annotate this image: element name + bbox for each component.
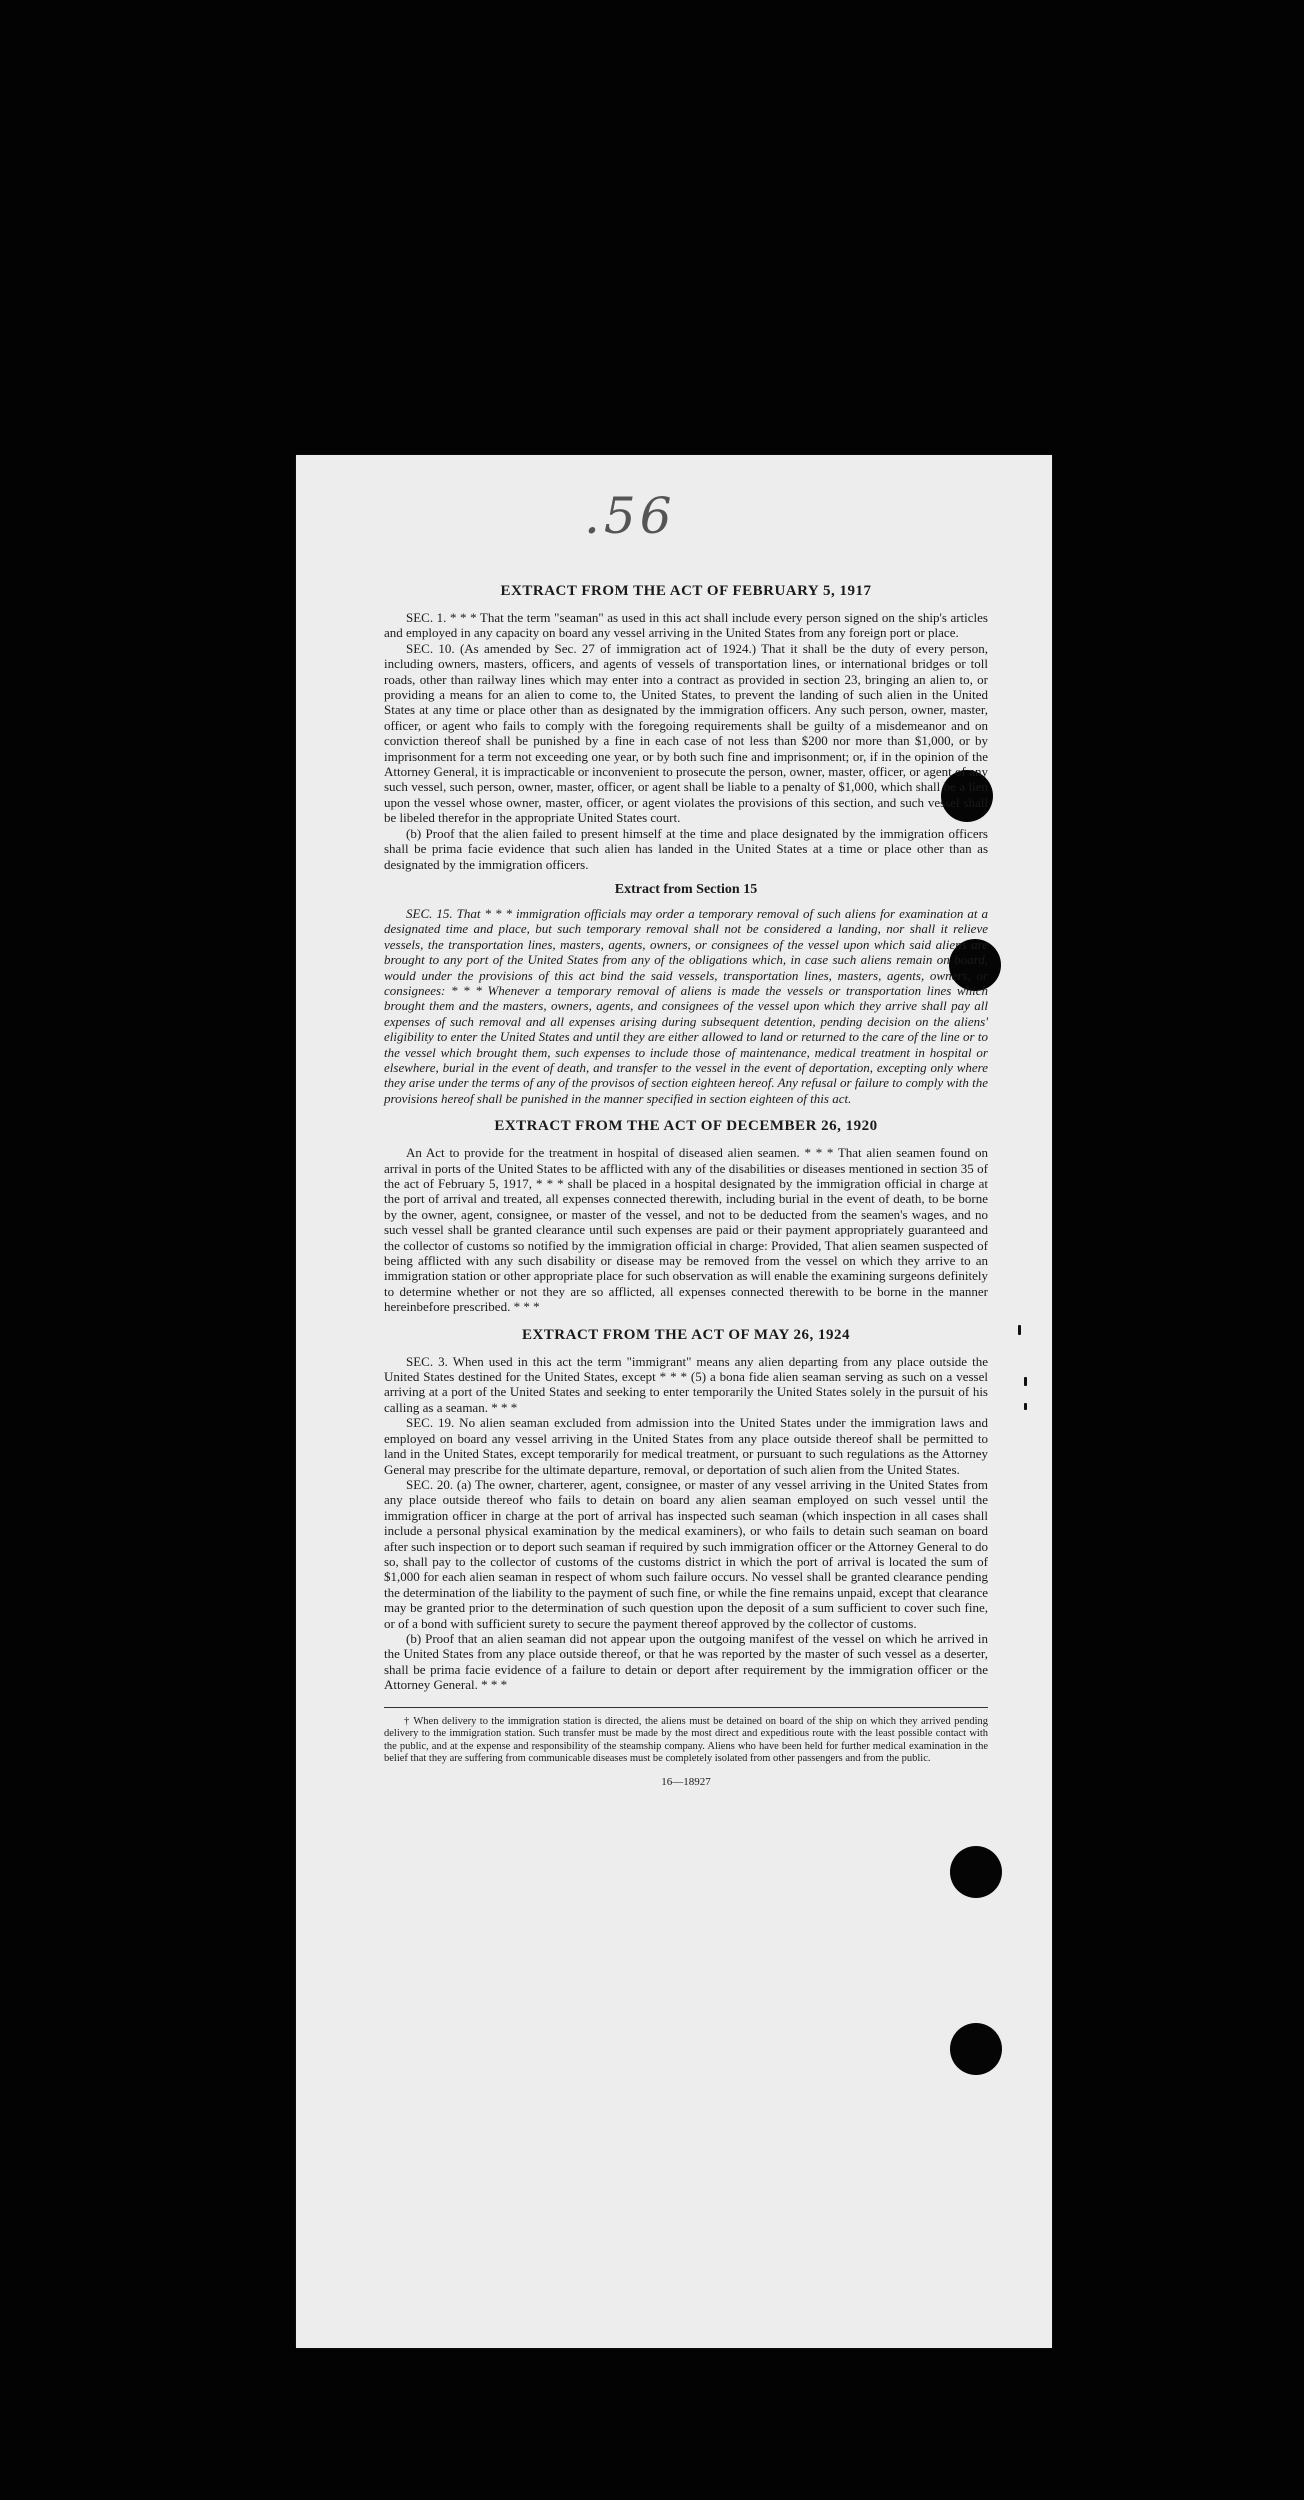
section-act-1920	[384, 1118, 988, 1314]
margin-mark	[1024, 1403, 1027, 1410]
section-title: EXTRACT FROM THE ACT OF MAY 26, 1924	[521, 1326, 851, 1343]
paragraph: An Act to provide for the treatment in hospital of diseased alien seamen. * * * That alien seamen found on arrival in ports of the United States to be afflicted with any of the disabilities or diseases mentioned in section 35 of the act of February 5, 1917, * * * shall be placed in a hospital designated by the immigration official in charge at the port of arrival and treated, all expenses connected therewith, including burial in the event of death, to be borne by the owner, agent, consignee, or master of the vessel, and not to be deducted from the seamen's wages, and no such vessel shall be granted clearance until such expenses are paid or their payment appropriately guaranteed and the collector of customs so notified by the immigration official in charge: Provided, That alien seamen suspected of being afflicted with any such disability or disease may be removed from the vessel on which they arrive to an immigration station or other appropriate place for such observation as will enable the examining surgeons definitely to determine whether or not they are so afflicted, all expenses connected therewith to be borne in the manner hereinbefore prescribed. * * *	[384, 1145, 988, 1315]
punch-hole	[950, 2023, 1002, 2075]
paragraph: SEC. 1. * * * That the term "seaman" as used in this act shall include every person signed on the ship's articles and employed in any capacity on board any vessel arriving in the United States from any foreign port or place.	[384, 610, 988, 641]
section-title: EXTRACT FROM THE ACT OF FEBRUARY 5, 1917	[500, 583, 872, 599]
paragraph: (b) Proof that an alien seaman did not appear upon the outgoing manifest of the vessel on which he arrived in the United States from any place outside thereof, or that he was reported by the master of such vessel as a deserter, shall be prima facie evidence of a failure to detain or deport after requirement by the immigration officer or the Attorney General. * * *	[384, 1630, 988, 1693]
form-number: 16—18927	[661, 1775, 711, 1788]
section-extract-15	[384, 882, 988, 1106]
footnote: † When delivery to the immigration station is directed, the aliens must be detained on board of the ship on which they arrived pending delivery to the immigration station. Such transfer must be made by the most direct and expeditious route with the least possible contact with the public, and at the expense and responsibility of the steamship company. Aliens who have been held for further medical examination in the belief that they are suffering from communicable diseases must be completely isolated from other passengers and from the public.	[384, 1715, 988, 1765]
footnote-divider	[384, 1707, 988, 1708]
handwritten-page-number: .56	[584, 487, 676, 545]
paragraph: SEC. 15. That * * * immigration officials may order a temporary removal of such aliens for examination at a designated time and place, but such temporary removal shall not be considered a landing, nor shall it relieve vessels, the transportation lines, masters, agents, owners, or consignees of the vessel upon which said aliens are brought to any port of the United States from any of the obligations which, in case such aliens remain on board, would under the provisions of this act bind the said vessels, transportation lines, masters, agents, owners, or consignees: * * * Whenever a temporary removal of aliens is made the vessels or transportation lines which brought them and the masters, owners, agents, and consignees of the vessel upon which they arrive shall pay all expenses of such removal and all expenses arising during subsequent detention, pending decision on the aliens' eligibility to enter the United States and until they are either allowed to land or returned to the care of the line or to the vessel which brought them, such expenses to include those of maintenance, medical treatment in hospital or elsewhere, burial in the event of death, and transfer to the vessel in the event of deportation, excepting only where they arise under the terms of any of the provisos of section eighteen hereof. Any refusal or failure to comply with the provisions hereof shall be punished in the manner specified in section eighteen of this act.	[384, 905, 988, 1106]
punch-hole	[950, 1846, 1002, 1898]
section-title: Extract from Section 15	[614, 881, 758, 897]
paragraph: SEC. 19. No alien seaman excluded from admission into the United States under the immigration laws and employed on board any vessel arriving in the United States from any place outside thereof shall be permitted to land in the United States, except temporarily for medical treatment, or pursuant to such regulations as the Attorney General may prescribe for the ultimate departure, removal, or deportation of such alien from the United States.	[384, 1415, 988, 1477]
paragraph: SEC. 20. (a) The owner, charterer, agent, consignee, or master of any vessel arriving in the United States from any place outside thereof who fails to detain on board any alien seaman employed on such vessel until the immigration officer in charge at the port of arrival has inspected such seaman (which inspection in all cases shall include a personal physical examination by the medical examiners), or who fails to detain such seaman on board after such inspection or to deport such seaman if required by such immigration officer or the Attorney General to do so, shall pay to the collector of customs of the customs district in which the port of arrival is located the sum of $1,000 for each alien seaman in respect of whom such failure occurs. No vessel shall be granted clearance pending the determination of the liability to the payment of such fine, or while the fine remains unpaid, except that clearance may be granted prior to the determination of such question upon the deposit of a sum sufficient to cover such fine, or of a bond with sufficient surety to secure the payment thereof approved by the collector of customs.	[384, 1476, 988, 1631]
document-page	[296, 455, 1052, 2348]
margin-mark	[1024, 1377, 1027, 1386]
section-act-1917	[384, 583, 988, 872]
section-act-1924	[384, 1327, 988, 1693]
paragraph: SEC. 3. When used in this act the term "immigrant" means any alien departing from any place outside the United States destined for the United States, except * * * (5) a bona fide alien seaman serving as such on a vessel arriving at a port of the United States and seeking to enter temporarily the United States solely in the pursuit of his calling as a seaman. * * *	[384, 1353, 988, 1415]
margin-mark	[1018, 1325, 1021, 1335]
paragraph: SEC. 10. (As amended by Sec. 27 of immigration act of 1924.) That it shall be the duty of every person, including owners, masters, officers, and agents of vessels of transportation lines, or international bridges or toll roads, other than railway lines which may enter into a contract as provided in section 23, bringing an alien to, or providing a means for an alien to come to, the United States, to prevent the landing of such alien in the United States at any time or place other than as designated by the immigration officers. Any such person, owner, master, officer, or agent who fails to comply with the foregoing requirements shall be guilty of a misdemeanor and on conviction thereof shall be punished by a fine in each case of not less than $200 nor more than $1,000, or by imprisonment for a term not exceeding one year, or by both such fine and imprisonment; or, if in the opinion of the Attorney General, it is impracticable or inconvenient to prosecute the person, owner, master, officer, or agent of any such vessel, such person, owner, master, officer, or agent shall be liable to a penalty of $1,000, which shall be a lien upon the vessel whose owner, master, officer, or agent violates the provisions of this section, and such vessel shall be libeled therefor in the appropriate United States court.	[384, 640, 988, 826]
document-body	[384, 583, 988, 1788]
section-title: EXTRACT FROM THE ACT OF DECEMBER 26, 1920	[494, 1118, 878, 1135]
paragraph: (b) Proof that the alien failed to present himself at the time and place designated by the immigration officers shall be prima facie evidence that such alien has landed in the United States at a time or place other than as designated by the immigration officers.	[384, 825, 988, 872]
